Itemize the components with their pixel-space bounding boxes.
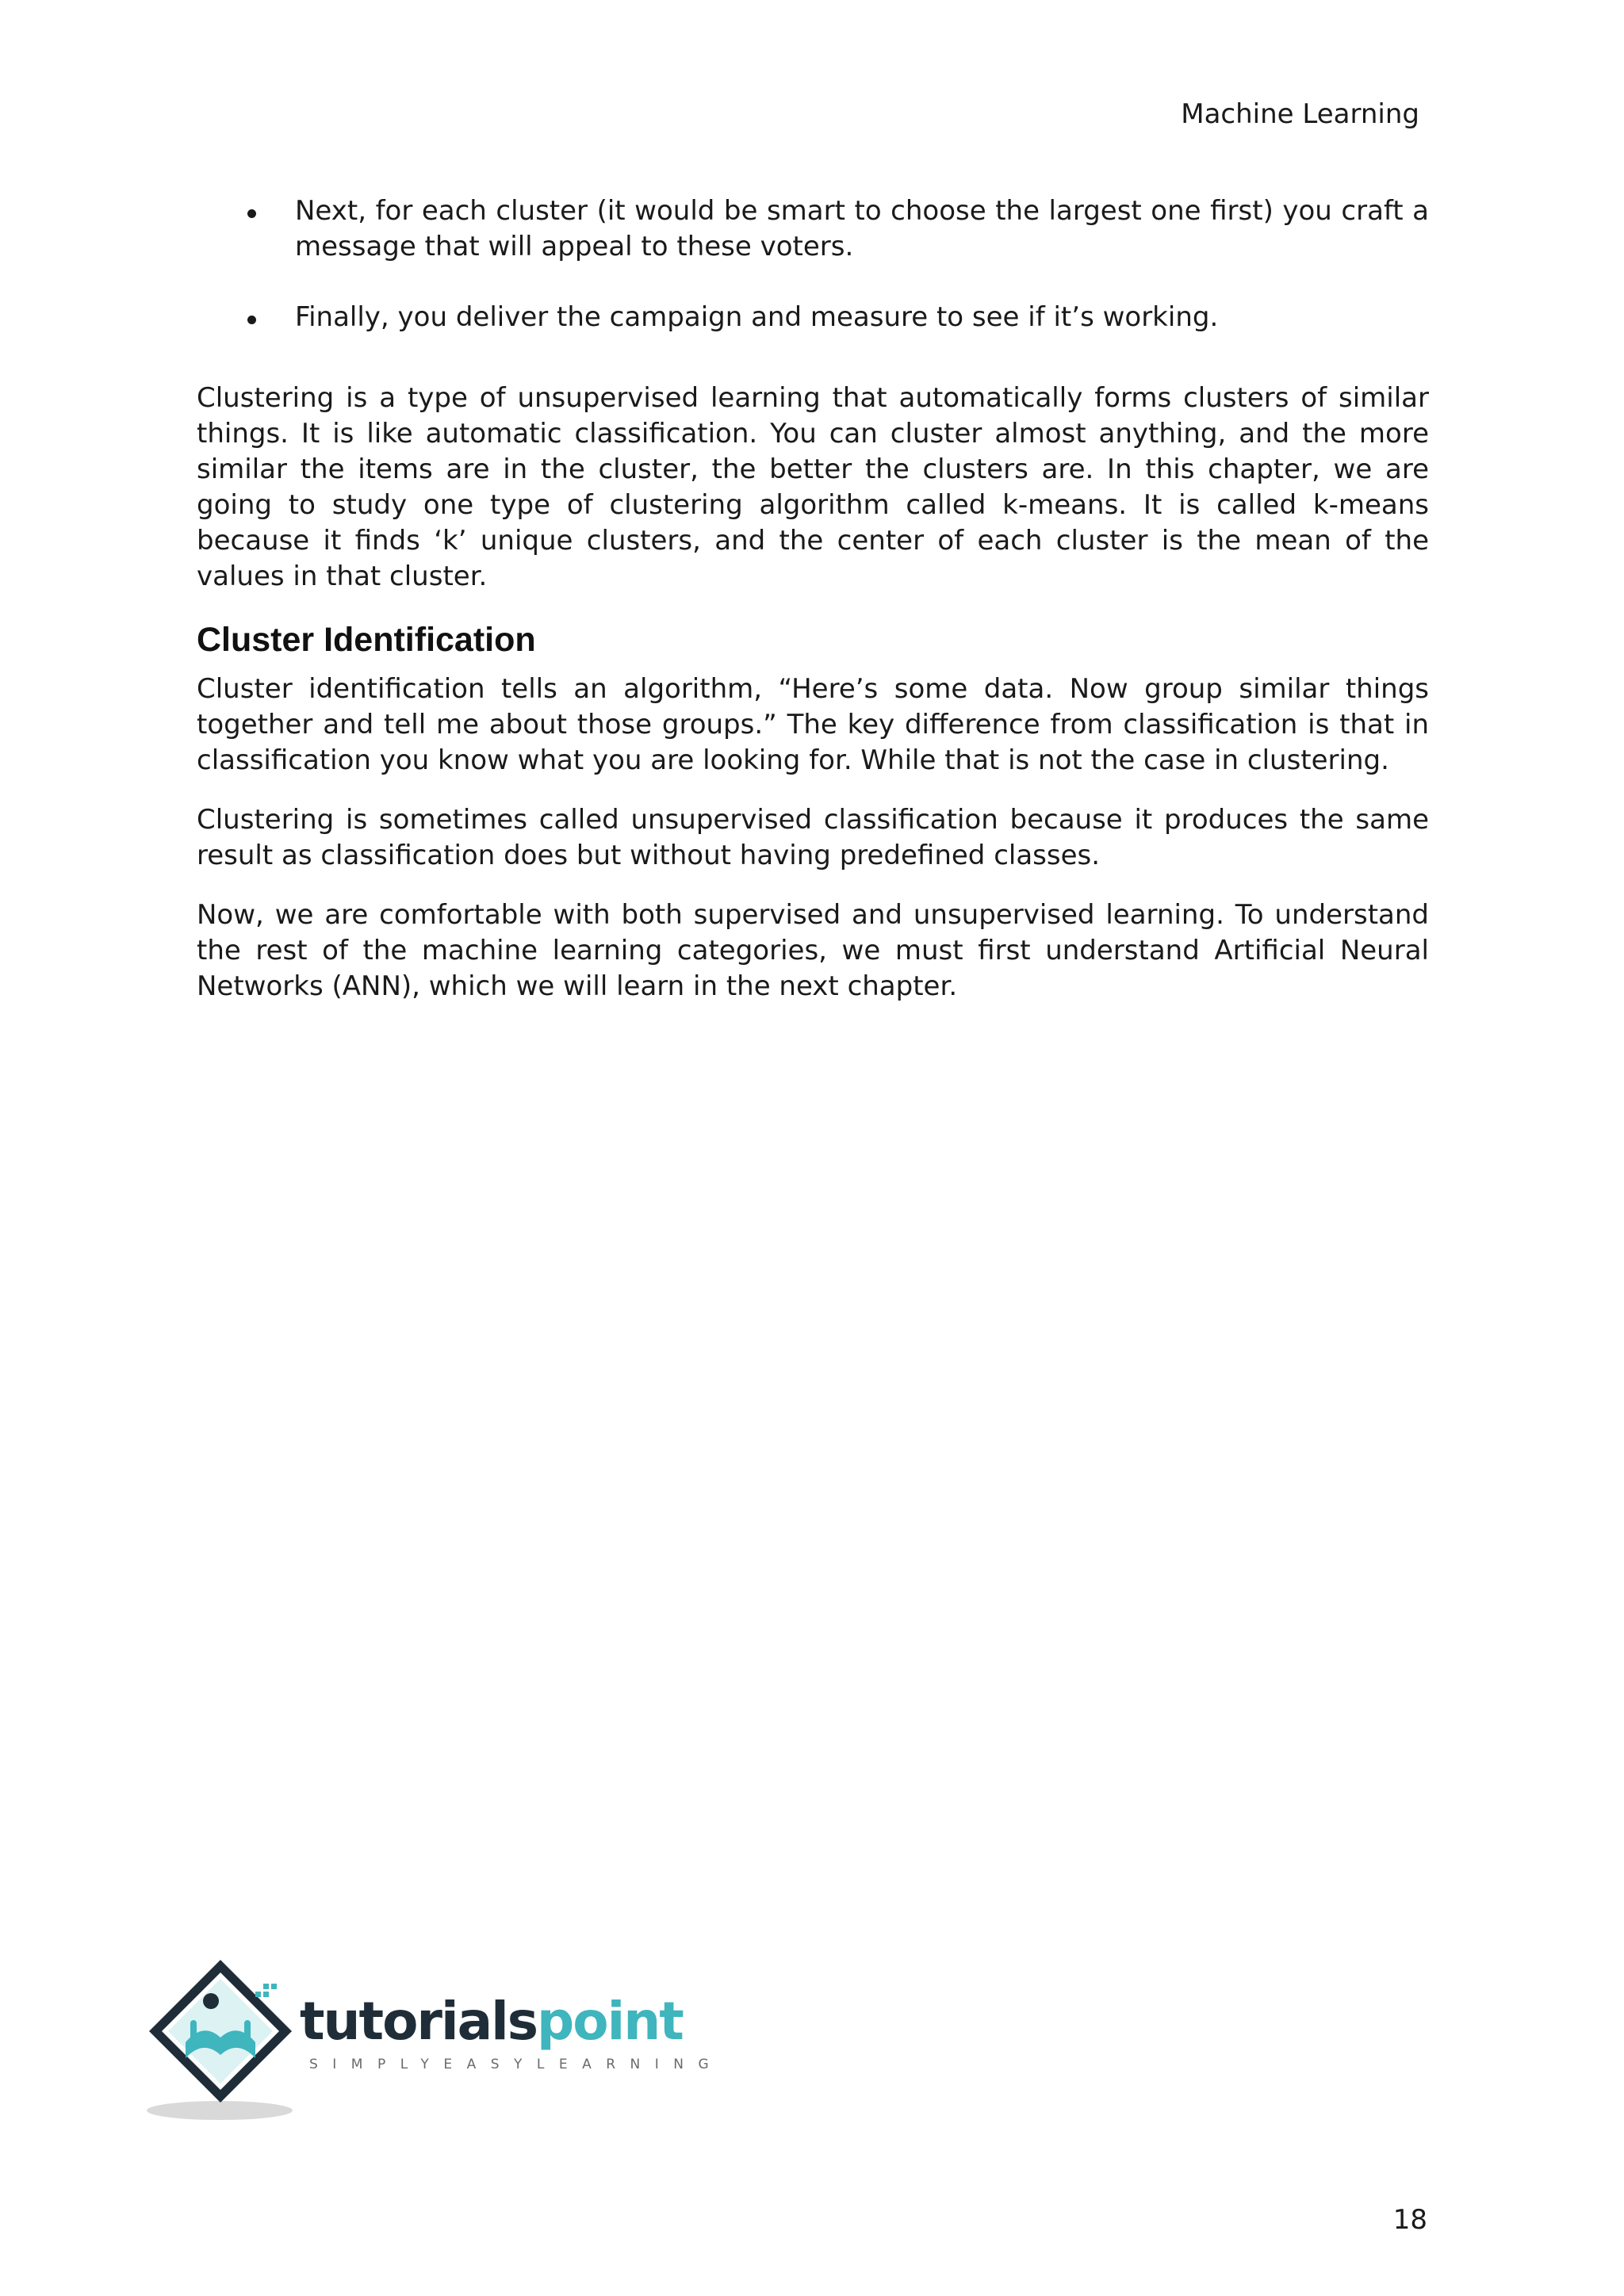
body-paragraph: Clustering is sometimes called unsupervised classification because it produces the same result as classification does but without having predefined classes. (197, 804, 1429, 871)
page-number: 18 (1392, 2204, 1427, 2236)
body-paragraph: Cluster identification tells an algorithm, “Here’s some data. Now group similar things together and tell me about those groups.” The key difference from classification is that in classification you know what you are looking for. While that is not the case in clustering. (197, 673, 1429, 776)
logo-tagline: SIMPLYEASYLEARNING (309, 2057, 724, 2072)
list-item-text: Next, for each cluster (it would be smart to choose the largest one first) you craft a message that will appeal to these voters. (295, 195, 1429, 262)
bullet-dot-icon (247, 316, 256, 324)
section-heading: Cluster Identification (197, 621, 536, 659)
list-item (197, 300, 1429, 335)
logo-word-tutorials: tutorials (300, 1991, 538, 2052)
tutorialspoint-logo (144, 1955, 724, 2130)
bullet-list (197, 193, 1429, 335)
logo-emblem-icon (144, 1955, 303, 2130)
logo-word-point: point (537, 1991, 683, 2052)
list-item-text: Finally, you deliver the campaign and measure to see if it’s working. (295, 301, 1219, 333)
running-header: Machine Learning (1181, 98, 1419, 130)
list-item (197, 193, 1429, 265)
logo-wordmark (300, 1990, 683, 2053)
page-content (197, 193, 1429, 1028)
bullet-dot-icon (247, 209, 256, 218)
intro-paragraph: Clustering is a type of unsupervised learning that automatically forms clusters of similar things. It is like automatic classification. You can cluster almost anything, and the more similar the items are in the cluster, the better the clusters are. In this chapter, we are going to study one type of clustering algorithm called k-means. It is called k-means because it finds ‘k’ unique clusters, and the center of each cluster is the mean of the values in that cluster. (197, 382, 1429, 592)
body-paragraph: Now, we are comfortable with both supervised and unsupervised learning. To understand the rest of the machine learning categories, we must first understand Artificial Neural Networks (ANN), which we will learn in the next chapter. (197, 899, 1429, 1002)
